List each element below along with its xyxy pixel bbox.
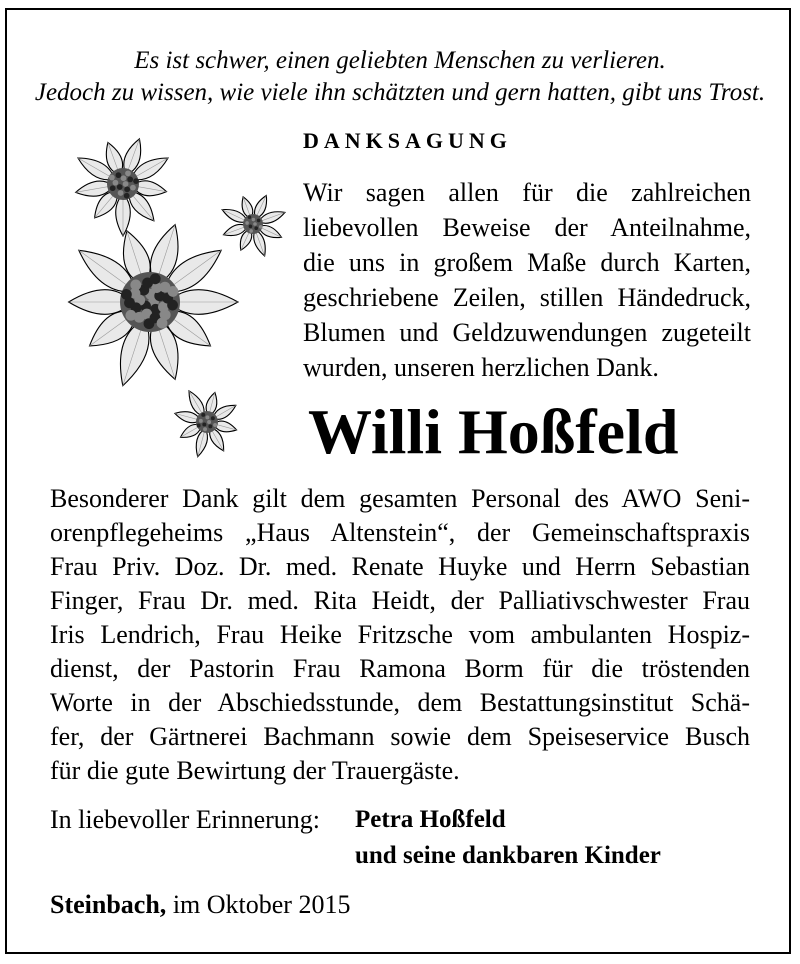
body-line: fer, der Gärtnerei Bachmann sowie dem Speiseservice Busch: [50, 722, 750, 751]
body-line: dienst, der Pastorin Frau Ramona Borm für die tröstenden: [50, 654, 750, 683]
intro-line: Wir sagen allen für die zahlreichen: [303, 178, 751, 207]
intro-line: die uns in großem Maße durch Karten,: [303, 248, 751, 277]
motto-line-2: Jedoch zu wissen, wie viele ihn schätzten und gern hatten, gibt uns Trost.: [34, 79, 766, 106]
body-line: Iris Lendrich, Frau Heike Fritzsche vom ambulanten Hospiz-: [50, 620, 750, 649]
edelweiss-flower: [222, 195, 285, 255]
date-text: im Oktober 2015: [172, 890, 351, 919]
intro-line: geschriebene Zeilen, stillen Händedruck,: [303, 283, 751, 312]
deceased-name: Willi Hoßfeld: [308, 396, 679, 467]
body-line: Frau Priv. Doz. Dr. med. Renate Huyke und Herrn Sebastian: [50, 552, 750, 581]
body-line: orenpflegeheims „Haus Altenstein“, der Gemeinschaftspraxis: [50, 518, 750, 547]
edelweiss-flower: [69, 225, 238, 386]
edelweiss-flower: [175, 391, 237, 457]
intro-line: liebevollen Beweise der Anteilnahme,: [303, 213, 751, 242]
signature-label: In liebevoller Erinnerung:: [50, 805, 321, 834]
edelweiss-flowers-icon: [45, 112, 295, 472]
intro-line: wurden, unseren herzlichen Dank.: [303, 353, 659, 382]
place-date: [50, 888, 350, 922]
intro-line: Blumen und Geldzuwendungen zugeteilt: [303, 318, 751, 347]
place-name: Steinbach,: [50, 890, 167, 919]
body-line: Finger, Frau Dr. med. Rita Heidt, der Palliativschwester Frau: [50, 586, 750, 615]
signature-family: und seine dankbaren Kinder: [355, 842, 661, 869]
signature-name: Petra Hoßfeld: [355, 806, 506, 833]
body-line: Worte in der Abschiedsstunde, dem Bestattungsinstitut Schä-: [50, 688, 750, 717]
edelweiss-flower: [76, 139, 168, 236]
motto-line-1: Es ist schwer, einen geliebten Menschen zu verlieren.: [134, 47, 666, 74]
body-line: für die gute Bewirtung der Trauergäste.: [50, 756, 460, 785]
body-line: Besonderer Dank gilt dem gesamten Personal des AWO Seni-: [50, 484, 750, 513]
heading-danksagung: DANKSAGUNG: [303, 128, 512, 153]
